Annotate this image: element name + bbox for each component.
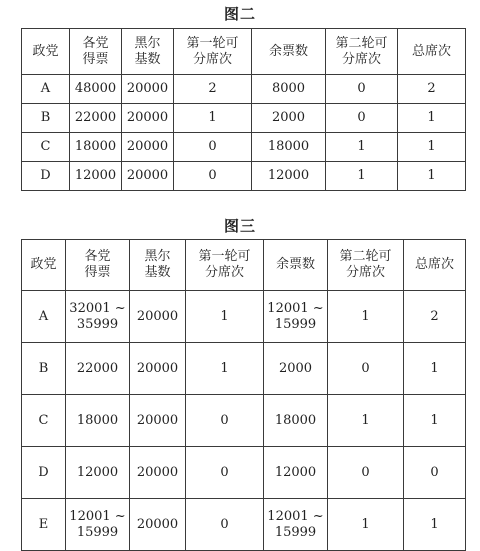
- cell: 20000: [130, 395, 186, 447]
- cell: 0: [328, 343, 404, 395]
- cell: 20000: [122, 162, 174, 191]
- header-remainder: 余票数: [252, 29, 326, 75]
- table-header-row: [22, 240, 466, 291]
- cell: D: [22, 447, 66, 499]
- header-round2-seats: 第二轮可 分席次: [326, 29, 398, 75]
- table-header-row: [22, 29, 466, 75]
- header-votes: 各党 得票: [66, 240, 130, 291]
- cell: 1: [328, 395, 404, 447]
- table-row: [22, 343, 466, 395]
- cell: 12001 ~ 15999: [264, 499, 328, 551]
- header-party: 政党: [22, 29, 70, 75]
- header-total-seats: 总席次: [404, 240, 466, 291]
- cell: 1: [326, 162, 398, 191]
- cell: 1: [326, 133, 398, 162]
- cell: 1: [404, 395, 466, 447]
- cell: 2: [174, 75, 252, 104]
- cell: 0: [186, 395, 264, 447]
- header-hare-quota: 黑尔 基数: [122, 29, 174, 75]
- table-row: [22, 499, 466, 551]
- cell: 12001 ~ 15999: [66, 499, 130, 551]
- header-hare-quota: 黑尔 基数: [130, 240, 186, 291]
- cell: 18000: [252, 133, 326, 162]
- cell: A: [22, 75, 70, 104]
- cell: 0: [174, 162, 252, 191]
- cell: 20000: [122, 104, 174, 133]
- cell: 0: [174, 133, 252, 162]
- cell: 12000: [252, 162, 326, 191]
- cell: C: [22, 395, 66, 447]
- cell: 2000: [264, 343, 328, 395]
- cell: 20000: [130, 499, 186, 551]
- cell: B: [22, 104, 70, 133]
- cell: 20000: [122, 133, 174, 162]
- seat-allocation-table-3: [21, 239, 466, 551]
- cell: 12000: [264, 447, 328, 499]
- cell: 18000: [70, 133, 122, 162]
- cell: 12000: [66, 447, 130, 499]
- header-party: 政党: [22, 240, 66, 291]
- header-total-seats: 总席次: [398, 29, 466, 75]
- cell: 1: [398, 104, 466, 133]
- table-row: [22, 75, 466, 104]
- header-remainder: 余票数: [264, 240, 328, 291]
- cell: 22000: [66, 343, 130, 395]
- cell: 0: [328, 447, 404, 499]
- header-round1-seats: 第一轮可 分席次: [186, 240, 264, 291]
- table-row: [22, 133, 466, 162]
- cell: C: [22, 133, 70, 162]
- table2-title: 图二: [223, 5, 256, 23]
- table-row: [22, 395, 466, 447]
- cell: 20000: [130, 343, 186, 395]
- seat-allocation-table-2: [21, 28, 466, 191]
- cell: 1: [328, 499, 404, 551]
- cell: A: [22, 291, 66, 343]
- header-votes: 各党 得票: [70, 29, 122, 75]
- cell: B: [22, 343, 66, 395]
- cell: 0: [186, 499, 264, 551]
- cell: 1: [186, 343, 264, 395]
- cell: 1: [328, 291, 404, 343]
- cell: 0: [326, 104, 398, 133]
- cell: 2: [398, 75, 466, 104]
- cell: 20000: [130, 447, 186, 499]
- table3-title: 图三: [223, 217, 256, 235]
- cell: 1: [186, 291, 264, 343]
- cell: D: [22, 162, 70, 191]
- cell: 32001 ~ 35999: [66, 291, 130, 343]
- cell: 12001 ~ 15999: [264, 291, 328, 343]
- cell: E: [22, 499, 66, 551]
- cell: 2: [404, 291, 466, 343]
- cell: 1: [404, 499, 466, 551]
- cell: 0: [186, 447, 264, 499]
- cell: 1: [404, 343, 466, 395]
- cell: 1: [174, 104, 252, 133]
- header-round2-seats: 第二轮可 分席次: [328, 240, 404, 291]
- cell: 0: [326, 75, 398, 104]
- table-row: [22, 291, 466, 343]
- cell: 2000: [252, 104, 326, 133]
- cell: 12000: [70, 162, 122, 191]
- cell: 20000: [130, 291, 186, 343]
- cell: 48000: [70, 75, 122, 104]
- cell: 20000: [122, 75, 174, 104]
- cell: 18000: [66, 395, 130, 447]
- cell: 22000: [70, 104, 122, 133]
- header-round1-seats: 第一轮可 分席次: [174, 29, 252, 75]
- table-row: [22, 104, 466, 133]
- cell: 18000: [264, 395, 328, 447]
- cell: 1: [398, 162, 466, 191]
- cell: 0: [404, 447, 466, 499]
- table-row: [22, 162, 466, 191]
- cell: 8000: [252, 75, 326, 104]
- table-row: [22, 447, 466, 499]
- cell: 1: [398, 133, 466, 162]
